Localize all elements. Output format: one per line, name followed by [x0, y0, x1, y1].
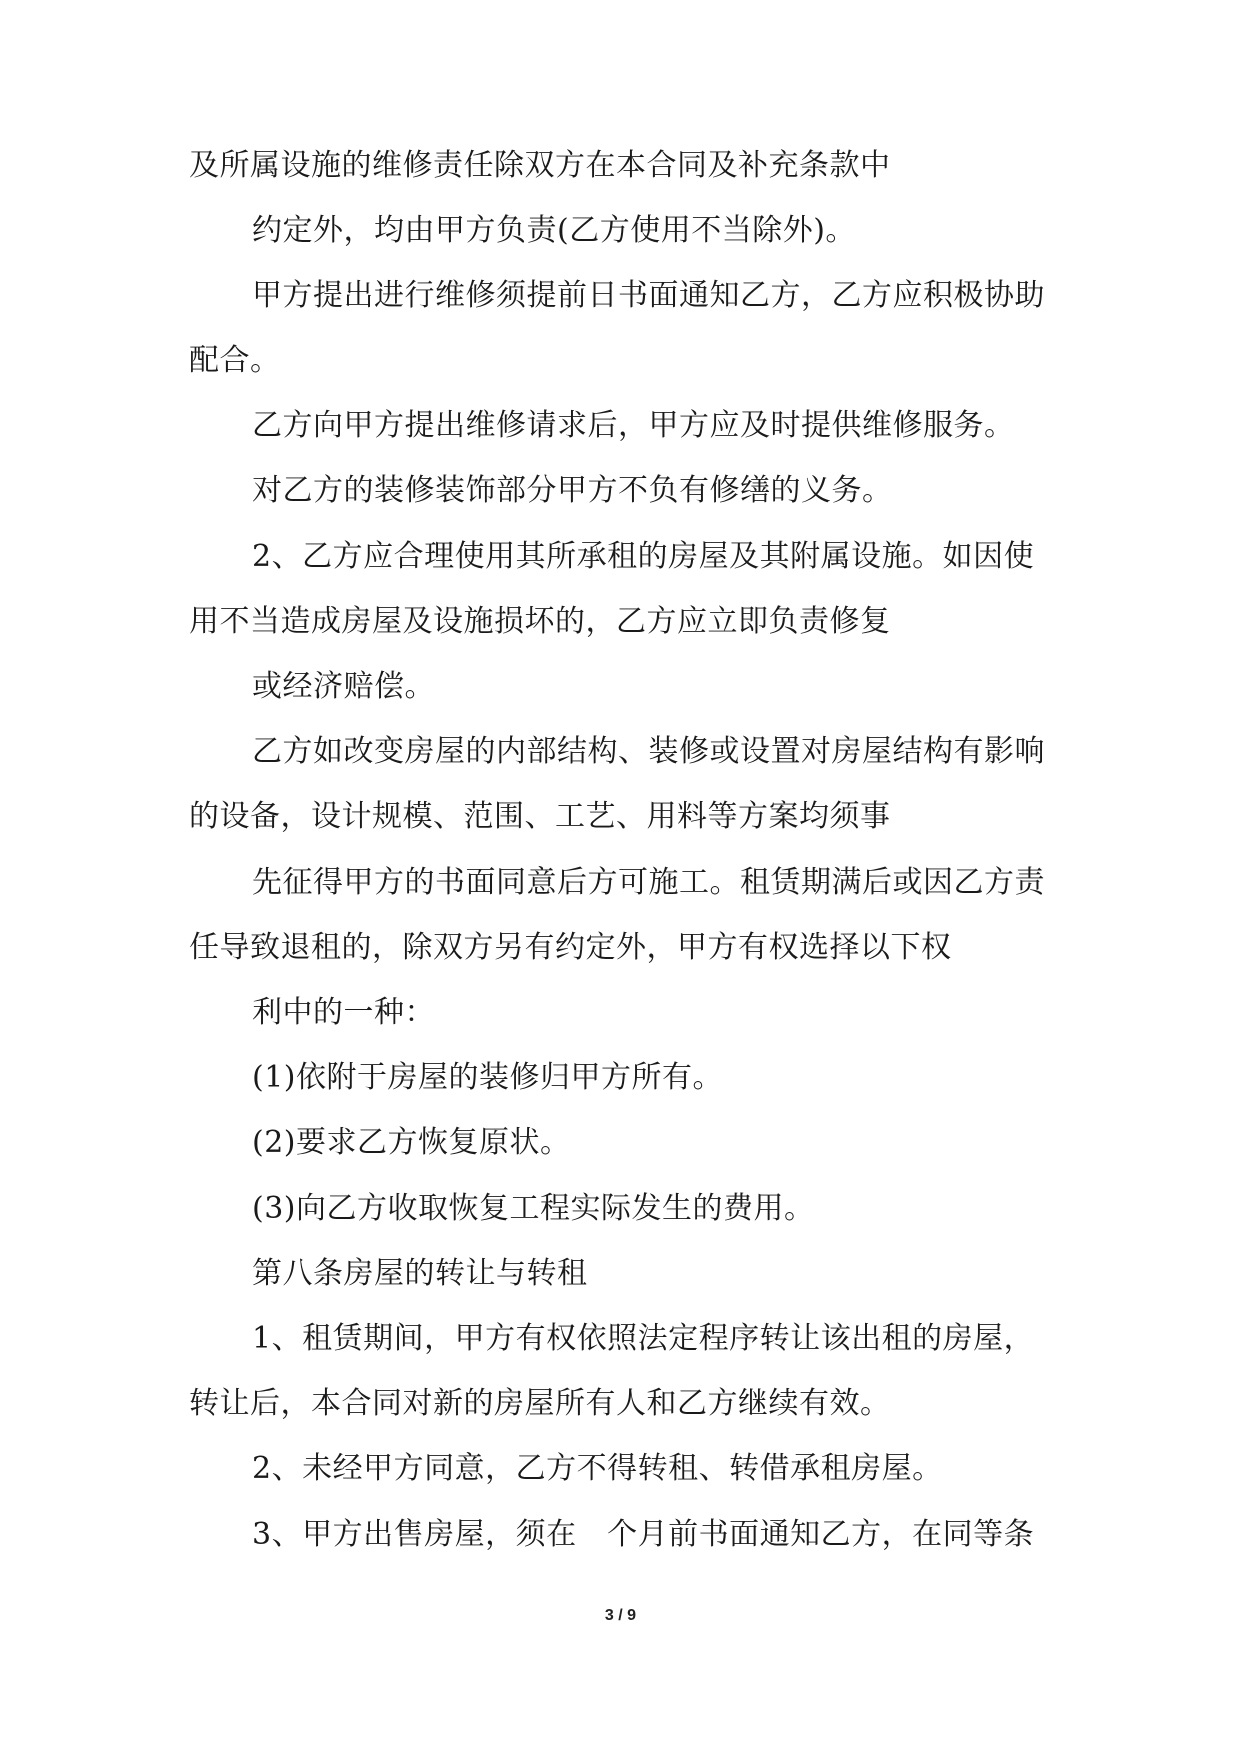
text-line: 及所属设施的维修责任除双方在本合同及补充条款中: [189, 148, 891, 183]
text-line: 甲方提出进行维修须提前日书面通知乙方，乙方应积极协助: [252, 278, 1045, 313]
text-line: 1、租赁期间，甲方有权依照法定程序转让该出租的房屋，: [252, 1321, 1035, 1356]
text-line: 的设备，设计规模、范围、工艺、用料等方案均须事: [189, 799, 891, 834]
section-heading: 第八条房屋的转让与转租: [252, 1256, 588, 1291]
text-line: 先征得甲方的书面同意后方可施工。租赁期满后或因乙方责: [252, 865, 1045, 900]
text-line: 约定外，均由甲方负责(乙方使用不当除外)。: [252, 213, 856, 248]
text-line: 乙方如改变房屋的内部结构、装修或设置对房屋结构有影响: [252, 734, 1045, 769]
text-line: 乙方向甲方提出维修请求后，甲方应及时提供维修服务。: [252, 408, 1015, 443]
text-line: 转让后，本合同对新的房屋所有人和乙方继续有效。: [189, 1386, 891, 1421]
text-line: 利中的一种：: [252, 995, 435, 1030]
list-item: (2)要求乙方恢复原状。: [252, 1125, 571, 1160]
page-number: 3 / 9: [604, 1607, 637, 1624]
text-line: 任导致退租的，除双方另有约定外，甲方有权选择以下权: [189, 930, 952, 965]
list-item: (3)向乙方收取恢复工程实际发生的费用。: [252, 1191, 815, 1226]
text-line: 3、甲方出售房屋，须在 个月前书面通知乙方，在同等条: [252, 1517, 1035, 1552]
text-line: 配合。: [189, 343, 281, 378]
text-line: 对乙方的装修装饰部分甲方不负有修缮的义务。: [252, 473, 893, 508]
text-line: 2、乙方应合理使用其所承租的房屋及其附属设施。如因使: [252, 539, 1035, 574]
text-line: 用不当造成房屋及设施损坏的，乙方应立即负责修复: [189, 604, 891, 639]
text-line: 2、未经甲方同意，乙方不得转租、转借承租房屋。: [252, 1451, 943, 1486]
text-line: 或经济赔偿。: [252, 669, 435, 704]
list-item: (1)依附于房屋的装修归甲方所有。: [252, 1060, 723, 1095]
